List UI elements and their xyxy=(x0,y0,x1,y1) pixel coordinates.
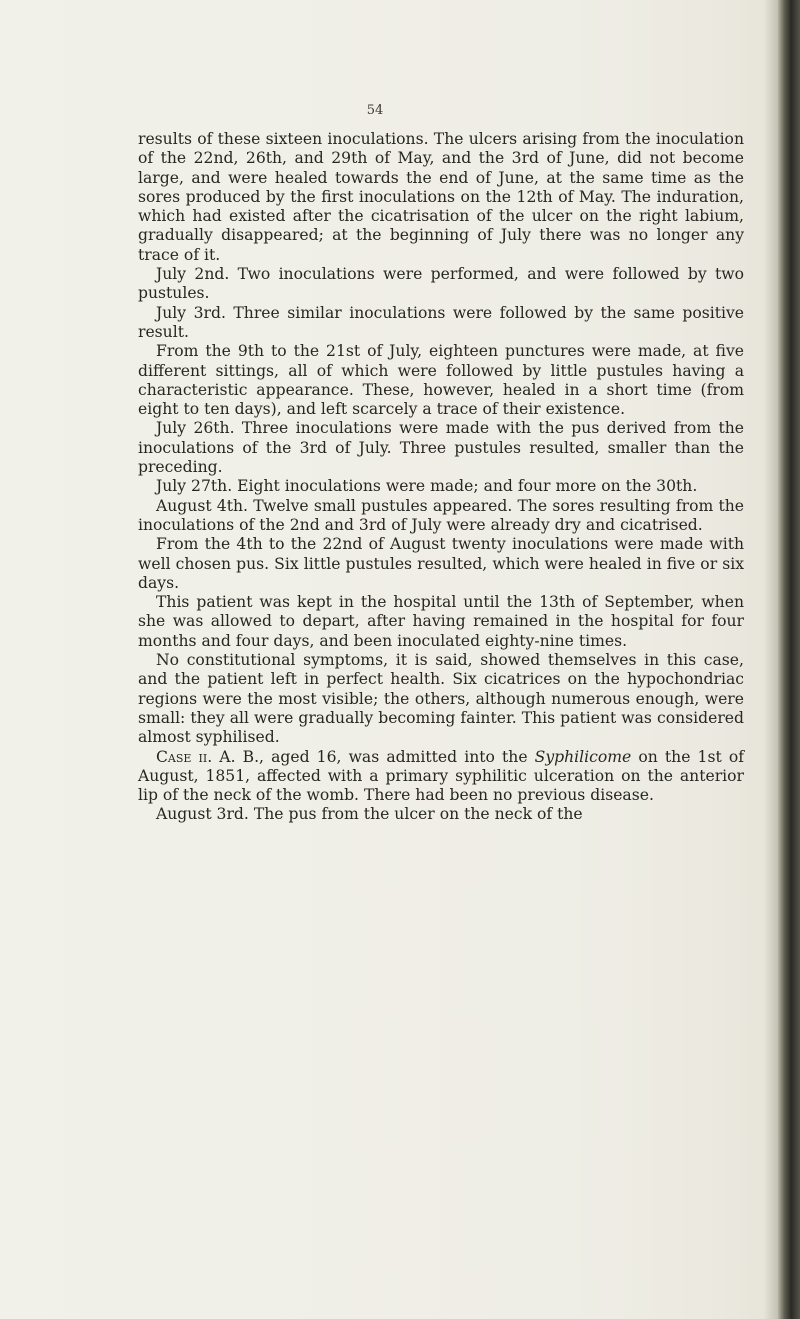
paragraph-7: August 4th. Twelve small pustules appeared. The sores resulting from the inoculations of the 2nd and 3rd of July were already dry and cicatrised. xyxy=(138,496,744,534)
paragraph-5: July 26th. Three inoculations were made with the pus derived from the inoculations of the 3rd of July. Three pustules resulted, smaller than the preceding. xyxy=(138,419,744,477)
paragraph-9: This patient was kept in the hospital until the 13th of September, when she was allowed to depart, after having remained in the hospital for four months and four days, and been inoculated eighty-nine times. xyxy=(138,593,744,650)
paragraph-8: From the 4th to the 22nd of August twenty inoculations were made with well chosen pus. Six little pustules resulted, which were healed in five or six days. xyxy=(138,535,744,592)
paragraph-3: July 3rd. Three similar inoculations were followed by the same positive result. xyxy=(138,303,744,341)
page-binding-edge xyxy=(778,0,800,1319)
page-number: 54 xyxy=(366,103,384,118)
case-text-before: A. B., aged 16, was admitted into the xyxy=(212,747,535,766)
case-italic-term: Syphilicome xyxy=(534,747,632,766)
paragraph-10: No constitutional symptoms, it is said, showed themselves in this case, and the patient left in perfect health. Six cicatrices on the hypochondriac regions were the most visible; the others, although numerous enough, were small: they all were gradually becoming fainter. This patient was considered almost syphilised. xyxy=(138,651,744,747)
case-label: Case ii. xyxy=(156,747,213,766)
paragraph-1: results of these sixteen inoculations. The ulcers arising from the inoculation of the 22nd, 26th, and 29th of May, and the 3rd of June, did not become large, and were healed towards the end of June, at the same time as the sores produced by the first inoculations on the 12th of May. The induration, which had existed after the cicatrisation of the ulcer on the right labium, gradually disappeared; at the beginning of July there was no longer any trace of it. xyxy=(138,130,744,264)
paragraph-6: July 27th. Eight inoculations were made; and four more on the 30th. xyxy=(156,477,698,496)
paragraph-last: August 3rd. The pus from the ulcer on the neck of the xyxy=(156,805,583,824)
paragraph-2: July 2nd. Two inoculations were performed, and were followed by two pustules. xyxy=(138,265,744,303)
paragraph-case-ii xyxy=(138,748,744,806)
body-text xyxy=(138,130,744,825)
paragraph-4: From the 9th to the 21st of July, eighteen punctures were made, at five different sittings, all of which were followed by little pustules having a characteristic appearance. These, however, healed in a short time (from eight to ten days), and left scarcely a trace of their existence. xyxy=(138,342,744,419)
case-text-after: on the 1st of August, 1851, affected with a primary syphilitic ulceration on the anterior lip of the neck of the womb. There had been no previous disease. xyxy=(138,747,744,805)
